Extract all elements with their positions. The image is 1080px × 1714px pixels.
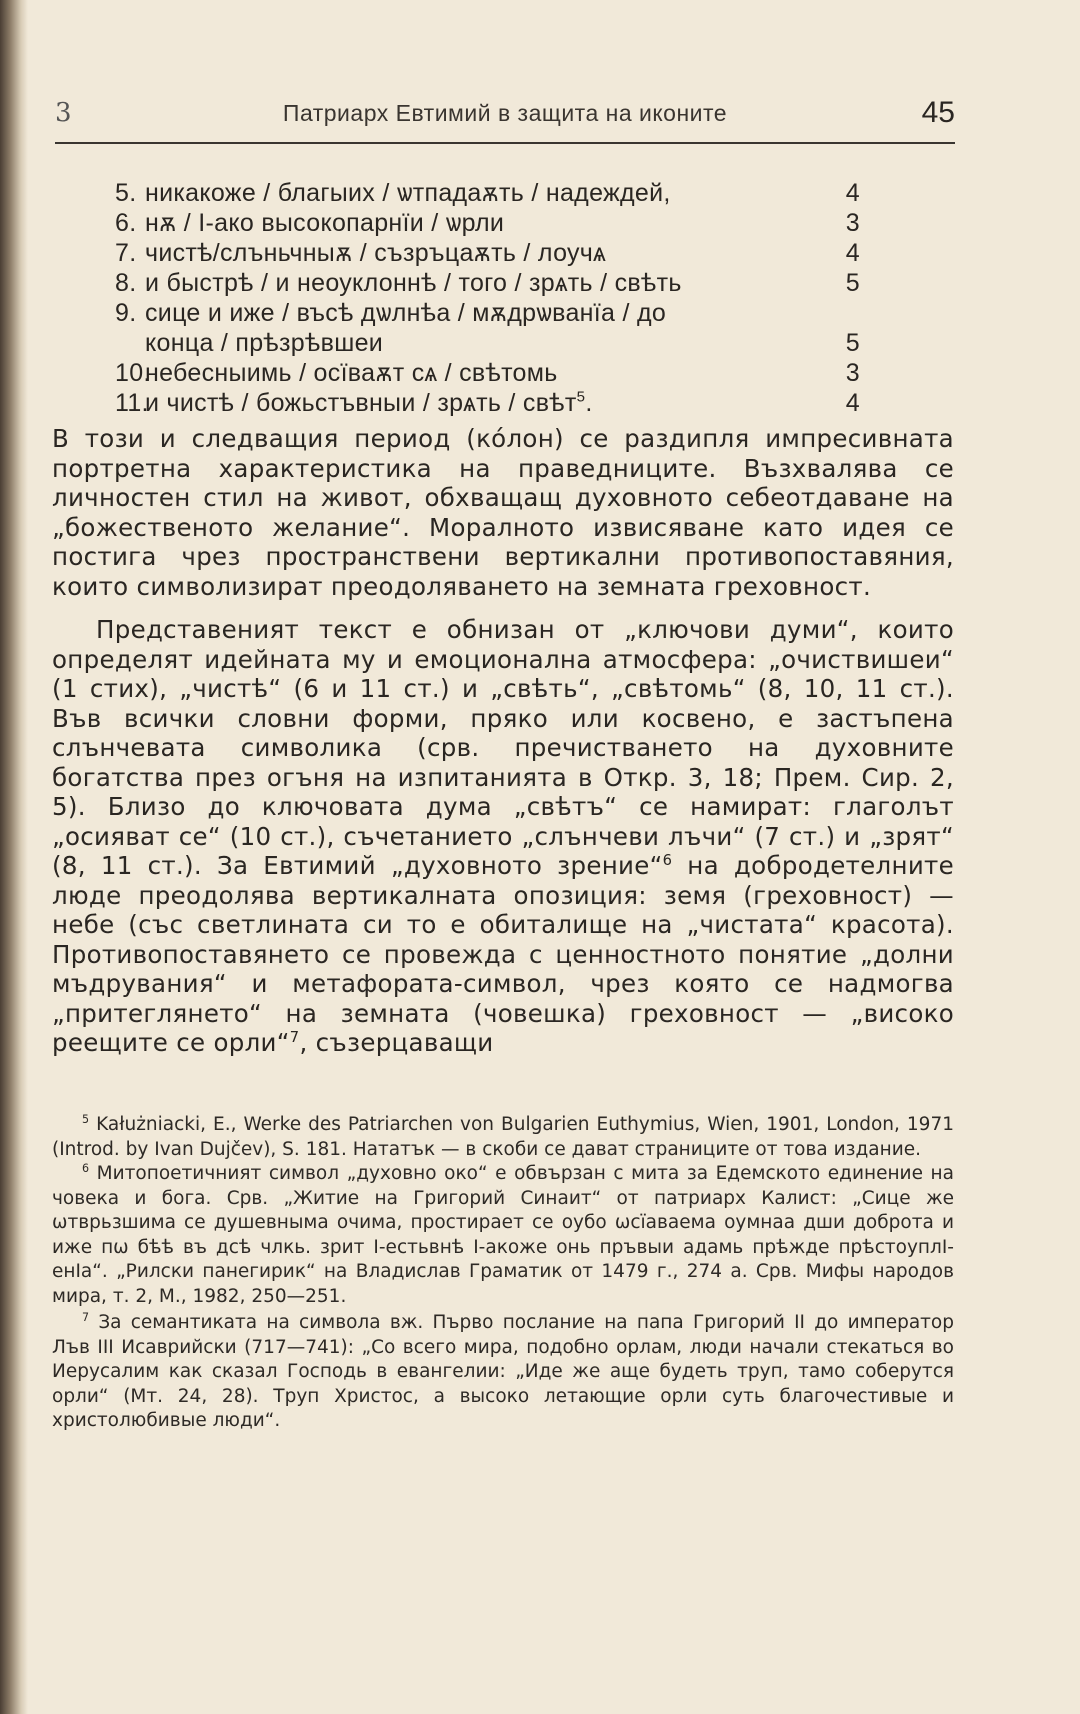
syllable-count: 3 bbox=[845, 209, 860, 237]
footnote-number: 7 bbox=[82, 1310, 90, 1324]
verse-line bbox=[115, 178, 860, 208]
verse-text-main: и чистѣ / божьстъвныи / зрѧть / свѣт bbox=[145, 389, 577, 417]
verse-number: 11. bbox=[115, 389, 149, 417]
paragraph bbox=[52, 615, 954, 1058]
verse-number: 9. bbox=[115, 299, 137, 327]
paragraph-text: Представеният текст е обнизан от „ключови думи“, които определят идейната му и емоционална атмосфера: „очиствишеи“ (1 стих), „чистѣ“ (6 и 11 ст.) и „свѣть“, „свѣтомь“ (8, 10, 11 ст.). Във всички словни форми, пряко или косвено, е застъпена слънчевата символика (срв. пречистването на духовните богатства през огъня на изпитанията в Откр. 3, 18; Прем. Сир. 2, 5). Близо до ключовата дума „свѣтъ“ се намират: глаголът „осияват се“ (10 ст.), съчетанието „слънчеви лъчи“ (7 ст.) и „зрят“ (8, 11 ст.). За Евтимий „духовното зрение“ bbox=[52, 615, 954, 880]
footnote bbox=[52, 1113, 954, 1162]
syllable-count: 4 bbox=[845, 179, 860, 207]
verse-text: никакоже / благыих / ѡтпадаѫть / надеждей, bbox=[145, 179, 671, 207]
footnote bbox=[52, 1311, 954, 1434]
footnotes bbox=[52, 1113, 954, 1434]
verse-line bbox=[115, 208, 860, 238]
footnote bbox=[52, 1162, 954, 1309]
syllable-count: 5 bbox=[845, 269, 860, 297]
footnote-text: Kałużniacki, E., Werke des Patriarchen von Bulgarien Euthymius, Wien, 1901, London, 1971 (Introd. by Ivan Dujčev), S. 181. Нататък — в скоби се дават страниците от това издание. bbox=[52, 1114, 954, 1160]
verse-text-tail: . bbox=[585, 389, 593, 417]
footnote-ref: 5 bbox=[576, 388, 586, 406]
verse-line bbox=[115, 268, 860, 298]
verse-line-continuation bbox=[115, 328, 860, 358]
verse-text: сице и иже / въсѣ дѡлнѣа / мѫдрѡванїа / до bbox=[145, 299, 667, 327]
verse-number: 10. bbox=[115, 359, 151, 387]
header-rule bbox=[55, 142, 955, 144]
verse-line bbox=[115, 238, 860, 268]
paragraph-text: , съзерцаващи bbox=[299, 1028, 494, 1057]
syllable-count: 5 bbox=[845, 329, 860, 357]
verse-number bbox=[115, 328, 145, 358]
verse-line bbox=[115, 388, 860, 418]
verse-text: нѫ / І-ако высокопарнїи / ѡрли bbox=[145, 209, 505, 237]
verse-text bbox=[145, 388, 860, 418]
running-head bbox=[55, 96, 955, 136]
verse-line bbox=[115, 298, 860, 328]
footnote-number: 6 bbox=[82, 1161, 90, 1175]
syllable-count: 4 bbox=[845, 389, 860, 417]
running-title: Патриарх Евтимий в защита на иконите bbox=[282, 100, 728, 126]
verse-number: 6. bbox=[115, 209, 137, 237]
verse-text: конца / прѣзрѣвшеи bbox=[145, 329, 384, 357]
syllable-count: 3 bbox=[845, 359, 860, 387]
footnote-number: 5 bbox=[82, 1112, 90, 1126]
paragraph-text: на добродетелните люде преодолява вертикалната опозиция: земя (греховност) — небе (със светлината си то е обиталище на „чистата“ красота). Противопоставянето се провежда с ценностното понятие „долни мъдрувания“ и метафората-символ, чрез която се надмогва „притеглянето“ на земната (човешка) греховност — „високо реещите се орли“ bbox=[52, 851, 954, 1057]
footnote-text: Митопоетичният символ „духовно око“ е обвързан с мита за Едемското единение на човека и бога. Срв. „Житие на Григорий Синаит“ от патриарх Калист: „Сице же ѡтврьзшима се душевныма очима, простирает се оубо ѡсїаваема оумнаа дши доброта и иже пѡ бѣѣ въ дсѣ члкь. зрит І-естьвнѣ І-акоже онь пръвыи адамь прѣжде прѣстоуплІ-енІа“. „Рилски панегирик“ на Владислав Граматик от 1479 г., 274 а. Срв. Мифы народов мира, т. 2, М., 1982, 250—251. bbox=[52, 1163, 954, 1307]
footnote-ref: 6 bbox=[662, 851, 673, 869]
verse-text: небесныимь / осїваѫт сѧ / свѣтомь bbox=[145, 359, 558, 387]
verse-line bbox=[115, 358, 860, 388]
verse-number: 8. bbox=[115, 269, 137, 297]
syllable-count: 4 bbox=[845, 239, 860, 267]
verse-number: 7. bbox=[115, 239, 137, 267]
verse-text: чистѣ/слъньчныѫ / съзръцаѫть / лоучѧ bbox=[145, 239, 606, 267]
page-number: 45 bbox=[921, 96, 955, 129]
book-spine-shadow bbox=[0, 0, 28, 1714]
footnote-ref: 7 bbox=[289, 1028, 300, 1046]
verse-list bbox=[115, 178, 860, 418]
paragraph: В този и следващия период (ко́лон) се раздипля импресивната портретна характеристика на праведниците. Възхвалява се личностен стил на живот, обхващащ духовното себеотдаване на „божественото желание“. Моралното извисяване като идея се постига чрез пространствени вертикални противопоставяния, които символизират преодоляването на земната греховност. bbox=[52, 424, 954, 601]
verse-number: 5. bbox=[115, 179, 137, 207]
main-text bbox=[52, 424, 954, 1058]
verse-text: и быстрѣ / и неоуклоннѣ / того / зрѧть / свѣть bbox=[145, 269, 682, 297]
footnote-text: За семантиката на символа вж. Първо послание на папа Григорий II до император Лъв III Исаврийски (717—741): „Со всего мира, подобно орлам, люди начали стекаться во Иерусалим как сказал Господь в евангелии: „Иде же аще будеть труп, тамо соберутся орли“ (Мт. 24, 28). Труп Христос, а высоко летающие орли суть благочестивые и христолюбивые люди“. bbox=[52, 1312, 954, 1431]
margin-mark: 3 bbox=[55, 98, 72, 128]
